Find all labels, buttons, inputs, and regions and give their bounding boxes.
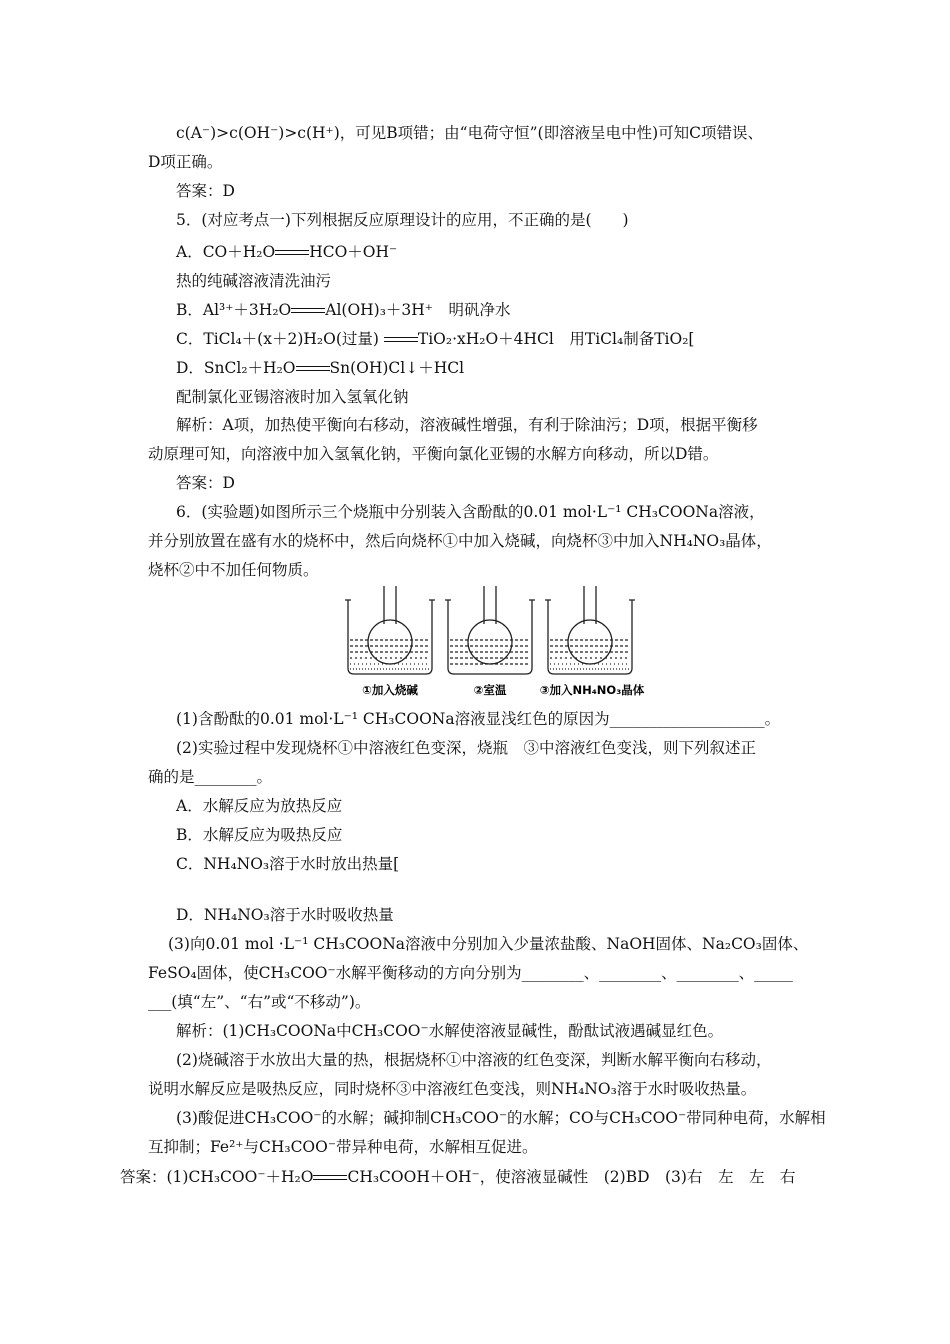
text-line: 烧杯②中不加任何物质。	[148, 561, 319, 579]
equation-left: A．CO＋H₂O	[176, 243, 276, 261]
equation-right: HCO＋OH⁻	[309, 243, 398, 261]
text-line: FeSO₄固体，使CH₃COO⁻水解平衡移动的方向分别为________、________、________、_____	[148, 964, 793, 982]
final-answer	[120, 1166, 795, 1188]
beaker-1	[345, 586, 435, 674]
choice-a: A．水解反应为放热反应	[176, 797, 343, 815]
answer-line: 答案：D	[176, 474, 235, 492]
equation-left: D．SnCl₂＋H₂O	[176, 359, 296, 377]
option-d	[176, 357, 464, 379]
choice-d: D．NH₄NO₃溶于水时吸收热量	[176, 906, 394, 924]
equation-right: TiO₂·xH₂O＋4HCl 用TiCl₄制备TiO₂[	[417, 330, 695, 348]
equation-right: Sn(OH)Cl↓＋HCl	[329, 359, 465, 377]
beaker-figure	[340, 582, 645, 702]
analysis-line: (2)烧碱溶于水放出大量的热，根据烧杯①中溶液的红色变深，判断水解平衡向右移动，	[176, 1051, 772, 1069]
sub-question-3: (3)向0.01 mol ·L⁻¹ CH₃COONa溶液中分别加入少量浓盐酸、NaOH固体、Na₂CO₃固体、	[168, 935, 809, 953]
analysis-line: 动原理可知，向溶液中加入氢氧化钠，平衡向氯化亚锡的水解方向移动，所以D错。	[148, 445, 719, 463]
option-c	[176, 328, 694, 350]
equation-right: CH₃COOH＋OH⁻，使溶液显碱性 (2)BD (3)右 左 左 右	[347, 1168, 796, 1186]
equilibrium-arrow-icon	[313, 1173, 347, 1183]
equilibrium-arrow-icon	[296, 364, 330, 374]
analysis-line: 说明水解反应是吸热反应，同时烧杯③中溶液红色变浅，则NH₄NO₃溶于水时吸收热量。	[148, 1080, 757, 1098]
figure-caption-1: ①加入烧碱	[362, 683, 418, 697]
figure-caption-2: ②室温	[473, 683, 507, 697]
equation-right: Al(OH)₃＋3H⁺ 明矾净水	[325, 301, 511, 319]
choice-c: C．NH₄NO₃溶于水时放出热量[	[176, 855, 400, 873]
question-5: 5．(对应考点一)下列根据反应原理设计的应用，不正确的是( )	[176, 211, 629, 229]
text-line: D项正确。	[148, 153, 223, 171]
analysis-line: 互抑制；Fe²⁺与CH₃COO⁻带异种电荷，水解相互促进。	[148, 1138, 538, 1156]
text-line: 并分别放置在盛有水的烧杯中，然后向烧杯①中加入烧碱，向烧杯③中加入NH₄NO₃晶体，	[148, 532, 772, 550]
text-line: 热的纯碱溶液清洗油污	[176, 272, 332, 290]
equation-left: 答案：(1)CH₃COO⁻＋H₂O	[120, 1168, 314, 1186]
equation-left: C．TiCl₄＋(x＋2)H₂O(过量)	[176, 330, 379, 348]
text-line: 配制氯化亚锡溶液时加入氢氧化钠	[176, 388, 409, 406]
sub-question-1: (1)含酚酞的0.01 mol·L⁻¹ CH₃COONa溶液显浅红色的原因为____________________。	[176, 710, 781, 728]
analysis-line: 解析：A项，加热使平衡向右移动，溶液碱性增强，有利于除油污；D项，根据平衡移	[176, 416, 758, 434]
equilibrium-arrow-icon	[275, 248, 309, 258]
text-line: ___(填“左”、“右”或“不移动”)。	[148, 993, 371, 1011]
option-b	[176, 299, 511, 321]
figure-caption-3: ③加入NH₄NO₃晶体	[539, 683, 645, 697]
sub-question-2: (2)实验过程中发现烧杯①中溶液红色变深，烧瓶 ③中溶液红色变浅，则下列叙述正	[176, 739, 756, 757]
choice-b: B．水解反应为吸热反应	[176, 826, 343, 844]
equilibrium-arrow-icon	[291, 306, 325, 316]
beaker-3	[545, 586, 635, 674]
answer-line: 答案：D	[176, 182, 235, 200]
text-line: c(A⁻)>c(OH⁻)>c(H⁺)，可见B项错；由“电荷守恒”(即溶液呈电中性)可知C项错误、	[176, 124, 763, 142]
question-6: 6．(实验题)如图所示三个烧瓶中分别装入含酚酞的0.01 mol·L⁻¹ CH₃COONa溶液，	[176, 503, 765, 521]
text-line: 确的是________。	[148, 768, 273, 786]
beaker-2	[445, 586, 535, 674]
equation-left: B．Al³⁺＋3H₂O	[176, 301, 292, 319]
analysis-line: 解析：(1)CH₃COONa中CH₃COO⁻水解使溶液显碱性，酚酞试液遇碱显红色。	[176, 1022, 724, 1040]
equilibrium-arrow-icon	[384, 335, 418, 345]
option-a	[176, 241, 397, 263]
analysis-line: (3)酸促进CH₃COO⁻的水解；碱抑制CH₃COO⁻的水解；CO与CH₃COO⁻带同种电荷，水解相	[176, 1109, 826, 1127]
